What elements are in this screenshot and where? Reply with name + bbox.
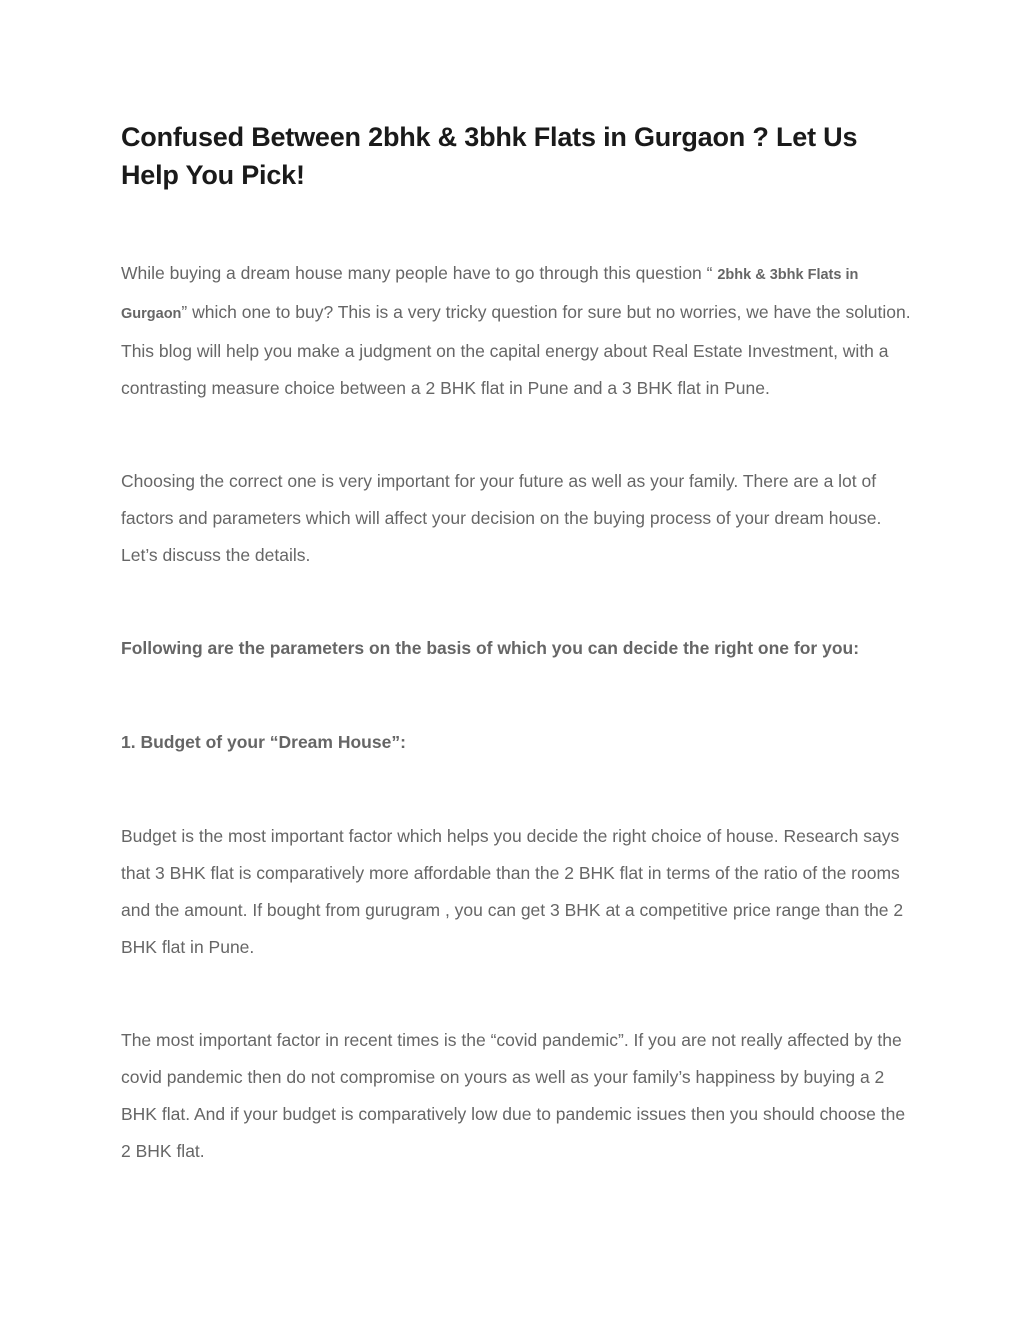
budget-heading: 1. Budget of your “Dream House”: xyxy=(121,732,406,752)
intro-paragraph xyxy=(121,255,911,407)
covid-paragraph: The most important factor in recent times is the “covid pandemic”. If you are not really affected by the covid pandemic then do not compromise on yours as well as your family’s happiness by buying a 2 BHK flat. And if your budget is comparatively low due to pandemic issues then you should choose the 2 BHK flat. xyxy=(121,1030,906,1161)
choosing-paragraph: Choosing the correct one is very important for your future as well as your family. There are a lot of factors and parameters which will affect your decision on the buying process of your dream house. Let’s discuss the details. xyxy=(121,471,882,565)
intro-text-end: ” which one to buy? This is a very tricky question for sure but no worries, we have the solution. This blog will help you make a judgment on the capital energy about Real Estate Investment, with a contrasting measure choice between a 2 BHK flat in Pune and a 3 BHK flat in Pune. xyxy=(121,302,911,398)
intro-text-start: While buying a dream house many people have to go through this question “ xyxy=(121,263,718,283)
article-container xyxy=(121,118,911,1170)
parameters-heading: Following are the parameters on the basis of which you can decide the right one for you: xyxy=(121,638,860,658)
budget-paragraph: Budget is the most important factor which helps you decide the right choice of house. Research says that 3 BHK flat is comparatively more affordable than the 2 BHK flat in terms of the ratio of the rooms and the amount. If bought from gurugram , you can get 3 BHK at a competitive price range than the 2 BHK flat in Pune. xyxy=(121,826,904,957)
article-title: Confused Between 2bhk & 3bhk Flats in Gurgaon ? Let Us Help You Pick! xyxy=(121,122,858,190)
intro-keyword: 2bhk & 3bhk Flats in Gurgaon xyxy=(121,267,859,322)
